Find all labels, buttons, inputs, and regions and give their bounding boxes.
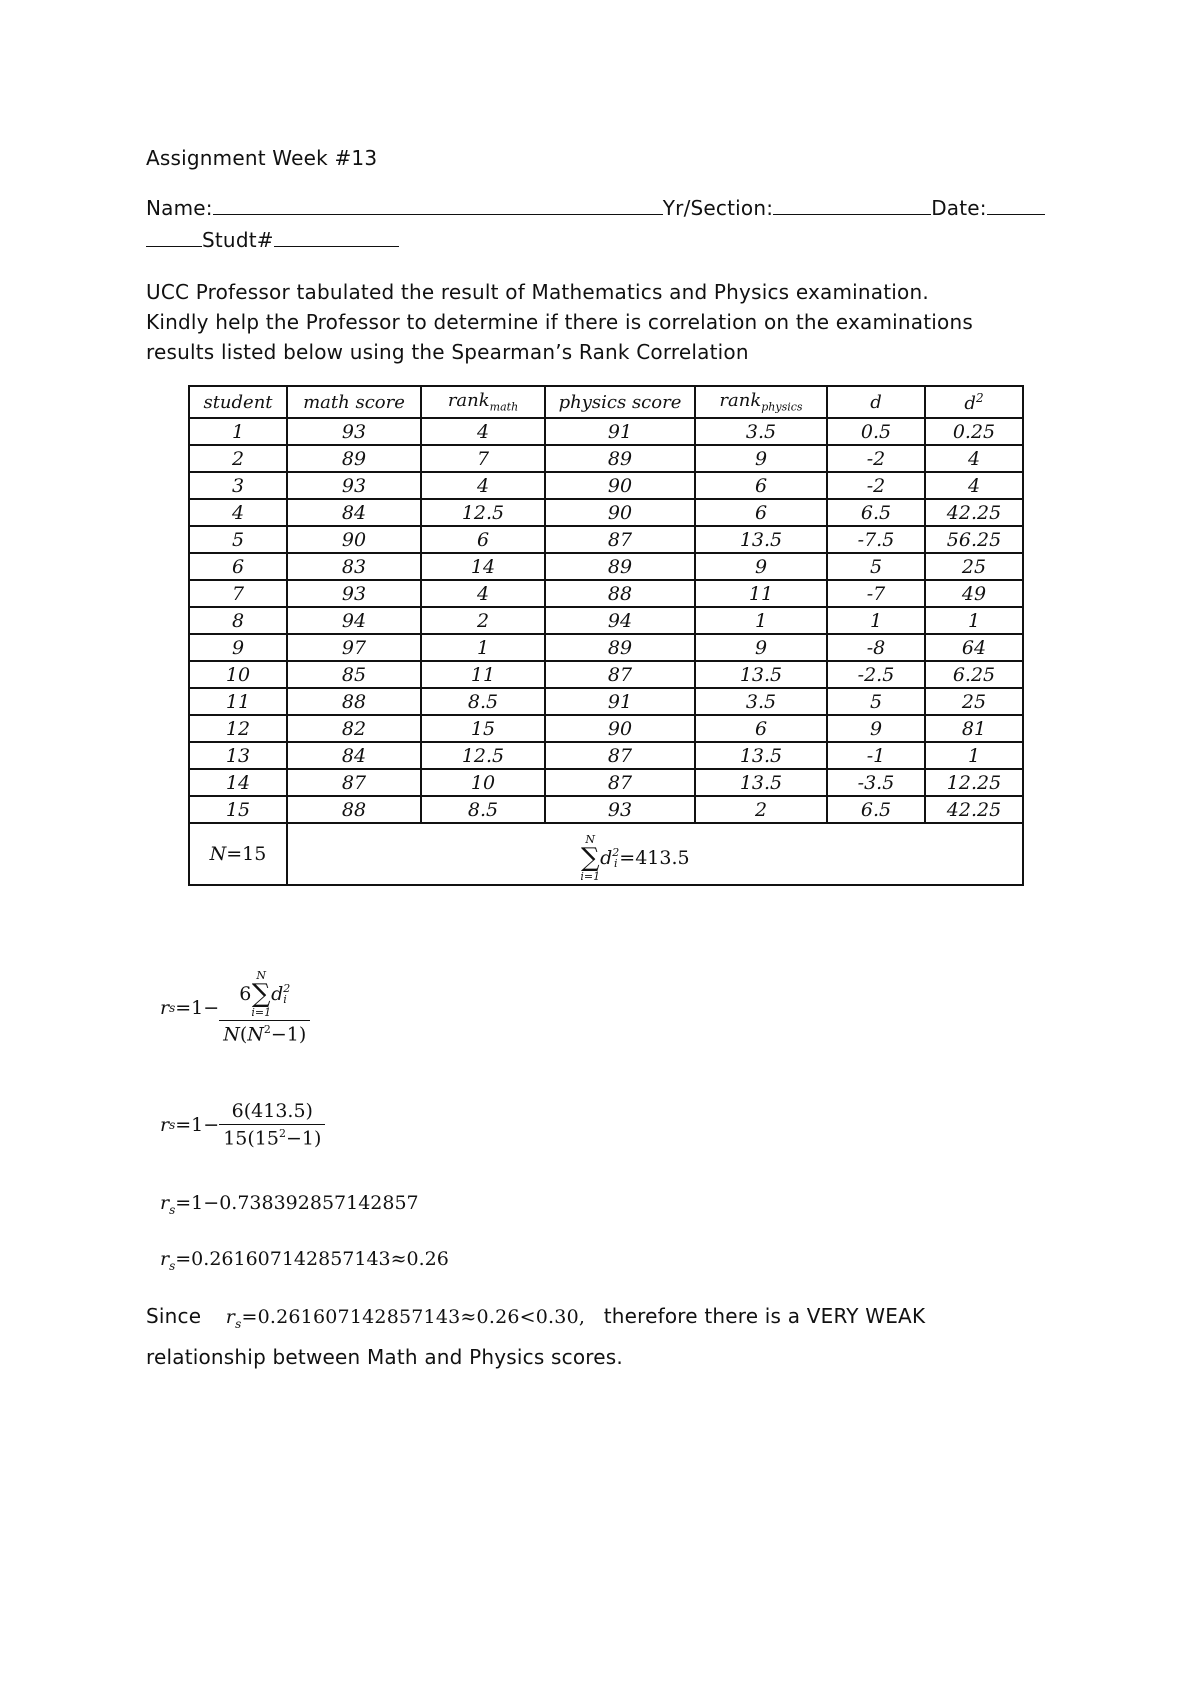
square-superscript: 2 xyxy=(975,390,984,405)
cell-student: 4 xyxy=(189,499,287,526)
intro-line-1: UCC Professor tabulated the result of Mathematics and Physics examination. xyxy=(146,280,929,304)
cell-d: 5 xyxy=(827,553,925,580)
rank-math-subscript: math xyxy=(489,400,519,414)
table-row xyxy=(189,553,1023,580)
cell-d-squared: 42.25 xyxy=(925,499,1023,526)
rs-subscript: s xyxy=(169,1258,176,1273)
cell-d: -2 xyxy=(827,445,925,472)
rs-subscript: s xyxy=(169,1202,176,1217)
cell-d-squared: 0.25 xyxy=(925,418,1023,445)
table-row xyxy=(189,715,1023,742)
cell-d: 6.5 xyxy=(827,499,925,526)
cell-student: 1 xyxy=(189,418,287,445)
student-info-line xyxy=(146,196,1045,220)
cell-rank-physics: 9 xyxy=(695,445,827,472)
cell-math-score: 83 xyxy=(287,553,421,580)
header-d-squared xyxy=(925,386,1023,418)
sum-value: =413.5 xyxy=(619,847,690,869)
table-row xyxy=(189,796,1023,823)
conclusion xyxy=(146,1300,1146,1374)
sum-expression xyxy=(580,834,729,882)
d-letter: d xyxy=(964,392,976,414)
coefficient-six: 6 xyxy=(239,983,252,1005)
table-row xyxy=(189,472,1023,499)
sum-lower-limit: i=1 xyxy=(580,870,601,883)
name-blank[interactable] xyxy=(213,196,663,215)
formula-fraction xyxy=(219,970,310,1045)
cell-rank-physics: 13.5 xyxy=(695,769,827,796)
sum-d-squared-cell xyxy=(287,823,1023,885)
date-blank-continued[interactable] xyxy=(146,228,202,247)
cell-math-score: 93 xyxy=(287,418,421,445)
cell-rank-math: 8.5 xyxy=(421,796,545,823)
date-blank[interactable] xyxy=(987,196,1045,215)
student-number-label: Studt# xyxy=(202,228,274,252)
header-rank-physics xyxy=(695,386,827,418)
cell-rank-physics: 13.5 xyxy=(695,661,827,688)
cell-d-squared: 4 xyxy=(925,445,1023,472)
n-symbol: N xyxy=(209,843,227,865)
rank-word: rank xyxy=(447,390,490,412)
problem-statement xyxy=(146,277,1086,367)
cell-math-score: 93 xyxy=(287,580,421,607)
student-info-line-2 xyxy=(146,228,399,252)
rank-physics-subscript: physics xyxy=(761,400,803,414)
cell-rank-math: 12.5 xyxy=(421,499,545,526)
cell-rank-physics: 6 xyxy=(695,499,827,526)
cell-d: 9 xyxy=(827,715,925,742)
cell-student: 8 xyxy=(189,607,287,634)
cell-d: -3.5 xyxy=(827,769,925,796)
cell-physics-score: 89 xyxy=(545,445,695,472)
summation xyxy=(580,834,600,882)
cell-student: 5 xyxy=(189,526,287,553)
table-header-row xyxy=(189,386,1023,418)
conclusion-text-1: therefore there is a VERY WEAK xyxy=(603,1304,926,1328)
cell-physics-score: 87 xyxy=(545,742,695,769)
cell-d: 0.5 xyxy=(827,418,925,445)
d-subscript: i xyxy=(614,857,618,870)
cell-d-squared: 4 xyxy=(925,472,1023,499)
rank-word: rank xyxy=(719,390,762,412)
den-part-b: −1) xyxy=(285,1127,322,1150)
table-row xyxy=(189,742,1023,769)
table-row xyxy=(189,526,1023,553)
n-total-cell xyxy=(189,823,287,885)
step-three-value: =1−0.738392857142857 xyxy=(175,1192,419,1214)
spearman-table xyxy=(188,385,1024,886)
cell-rank-physics: 6 xyxy=(695,715,827,742)
cell-physics-score: 90 xyxy=(545,472,695,499)
cell-rank-math: 15 xyxy=(421,715,545,742)
rs-subscript: s xyxy=(169,1000,176,1015)
cell-physics-score: 90 xyxy=(545,499,695,526)
d-superscript: 2 xyxy=(612,846,620,859)
cell-d: -7.5 xyxy=(827,526,925,553)
d-subscript: i xyxy=(283,993,287,1006)
cell-d: -2 xyxy=(827,472,925,499)
substituted-fraction xyxy=(219,1100,325,1149)
cell-rank-physics: 9 xyxy=(695,553,827,580)
header-student: student xyxy=(189,386,287,418)
table-body xyxy=(189,386,1023,885)
cell-student: 3 xyxy=(189,472,287,499)
cell-rank-physics: 3.5 xyxy=(695,418,827,445)
cell-physics-score: 91 xyxy=(545,688,695,715)
rs-symbol: r xyxy=(225,1306,236,1328)
cell-d: -1 xyxy=(827,742,925,769)
n-symbol-2: N xyxy=(247,1023,264,1046)
cell-rank-physics: 3.5 xyxy=(695,688,827,715)
cell-d-squared: 1 xyxy=(925,607,1023,634)
cell-math-score: 88 xyxy=(287,796,421,823)
cell-d-squared: 81 xyxy=(925,715,1023,742)
cell-rank-physics: 13.5 xyxy=(695,742,827,769)
conclusion-line-2: relationship between Math and Physics scores. xyxy=(146,1344,623,1369)
cell-math-score: 93 xyxy=(287,472,421,499)
cell-student: 13 xyxy=(189,742,287,769)
cell-math-score: 94 xyxy=(287,607,421,634)
table-row xyxy=(189,688,1023,715)
step-three xyxy=(160,1192,419,1217)
rs-symbol: r xyxy=(160,1192,170,1214)
cell-rank-math: 2 xyxy=(421,607,545,634)
cell-d: 6.5 xyxy=(827,796,925,823)
cell-student: 7 xyxy=(189,580,287,607)
cell-rank-physics: 1 xyxy=(695,607,827,634)
den-superscript: 2 xyxy=(278,1127,286,1140)
cell-student: 11 xyxy=(189,688,287,715)
cell-rank-math: 11 xyxy=(421,661,545,688)
conclusion-value: =0.261607142857143≈0.26<0.30, xyxy=(241,1306,586,1328)
cell-physics-score: 90 xyxy=(545,715,695,742)
rs-symbol: r xyxy=(160,1248,170,1270)
cell-d: 1 xyxy=(827,607,925,634)
table-row xyxy=(189,661,1023,688)
cell-physics-score: 87 xyxy=(545,526,695,553)
cell-student: 10 xyxy=(189,661,287,688)
cell-d-squared: 6.25 xyxy=(925,661,1023,688)
header-math-score: math score xyxy=(287,386,421,418)
cell-rank-math: 7 xyxy=(421,445,545,472)
section-blank[interactable] xyxy=(773,196,931,215)
d-superscript: 2 xyxy=(283,982,291,995)
cell-d-squared: 64 xyxy=(925,634,1023,661)
student-number-blank[interactable] xyxy=(274,228,399,247)
table-row xyxy=(189,607,1023,634)
cell-rank-math: 10 xyxy=(421,769,545,796)
equals-one-minus: =1− xyxy=(175,1113,220,1136)
cell-physics-score: 93 xyxy=(545,796,695,823)
rs-subscript: s xyxy=(169,1117,176,1132)
cell-d-squared: 1 xyxy=(925,742,1023,769)
d-symbol: d xyxy=(600,847,613,869)
cell-d-squared: 25 xyxy=(925,688,1023,715)
den-part-a: 15(15 xyxy=(223,1127,279,1150)
header-rank-math xyxy=(421,386,545,418)
cell-d-squared: 42.25 xyxy=(925,796,1023,823)
intro-line-2: Kindly help the Professor to determine if there is correlation on the examinations xyxy=(146,310,973,334)
cell-math-score: 84 xyxy=(287,499,421,526)
n-value: =15 xyxy=(226,843,267,865)
conclusion-formula xyxy=(225,1306,586,1331)
cell-d: -7 xyxy=(827,580,925,607)
equals-one-minus: =1− xyxy=(175,996,220,1019)
rs-symbol: r xyxy=(160,1113,170,1136)
table-row xyxy=(189,499,1023,526)
document-title: Assignment Week #13 xyxy=(146,146,378,170)
step-four-value: =0.261607142857143≈0.26 xyxy=(175,1248,449,1270)
cell-student: 15 xyxy=(189,796,287,823)
cell-math-score: 89 xyxy=(287,445,421,472)
substituted-denominator xyxy=(219,1124,325,1149)
table-row xyxy=(189,580,1023,607)
cell-student: 2 xyxy=(189,445,287,472)
table-row xyxy=(189,634,1023,661)
cell-rank-math: 6 xyxy=(421,526,545,553)
cell-physics-score: 89 xyxy=(545,553,695,580)
cell-physics-score: 91 xyxy=(545,418,695,445)
cell-d-squared: 12.25 xyxy=(925,769,1023,796)
header-d: d xyxy=(827,386,925,418)
cell-math-score: 90 xyxy=(287,526,421,553)
rs-symbol: r xyxy=(160,996,170,1019)
cell-d-squared: 56.25 xyxy=(925,526,1023,553)
cell-rank-math: 8.5 xyxy=(421,688,545,715)
n-symbol: N xyxy=(223,1023,240,1046)
cell-rank-math: 12.5 xyxy=(421,742,545,769)
cell-rank-physics: 13.5 xyxy=(695,526,827,553)
cell-rank-physics: 2 xyxy=(695,796,827,823)
cell-rank-physics: 9 xyxy=(695,634,827,661)
d-symbol: d xyxy=(271,983,284,1005)
cell-physics-score: 87 xyxy=(545,661,695,688)
spearman-formula xyxy=(160,970,310,1045)
cell-rank-math: 4 xyxy=(421,580,545,607)
conclusion-line-1 xyxy=(146,1300,1146,1341)
cell-physics-score: 88 xyxy=(545,580,695,607)
cell-rank-math: 4 xyxy=(421,418,545,445)
cell-d-squared: 25 xyxy=(925,553,1023,580)
cell-student: 6 xyxy=(189,553,287,580)
cell-physics-score: 87 xyxy=(545,769,695,796)
cell-math-score: 84 xyxy=(287,742,421,769)
cell-rank-math: 14 xyxy=(421,553,545,580)
cell-physics-score: 94 xyxy=(545,607,695,634)
sum-lower-limit: i=1 xyxy=(251,1006,272,1019)
sum-upper-limit: N xyxy=(585,833,596,846)
section-label: Yr/Section: xyxy=(662,196,774,220)
table-row xyxy=(189,418,1023,445)
cell-math-score: 82 xyxy=(287,715,421,742)
formula-denominator xyxy=(219,1020,310,1045)
cell-rank-physics: 11 xyxy=(695,580,827,607)
paren-open: ( xyxy=(239,1023,248,1046)
cell-math-score: 97 xyxy=(287,634,421,661)
minus-one: −1) xyxy=(270,1023,307,1046)
header-physics-score: physics score xyxy=(545,386,695,418)
table-row xyxy=(189,769,1023,796)
cell-math-score: 87 xyxy=(287,769,421,796)
cell-rank-math: 1 xyxy=(421,634,545,661)
summation xyxy=(251,970,271,1018)
cell-rank-math: 4 xyxy=(421,472,545,499)
step-four xyxy=(160,1248,449,1273)
cell-d-squared: 49 xyxy=(925,580,1023,607)
n-superscript: 2 xyxy=(263,1023,271,1036)
cell-rank-physics: 6 xyxy=(695,472,827,499)
rs-subscript: s xyxy=(235,1316,242,1331)
cell-physics-score: 89 xyxy=(545,634,695,661)
formula-numerator xyxy=(235,970,294,1020)
substituted-numerator: 6(413.5) xyxy=(231,1100,313,1122)
sigma-symbol: ∑ xyxy=(580,843,600,873)
sigma-symbol: ∑ xyxy=(251,979,271,1009)
cell-d: -8 xyxy=(827,634,925,661)
cell-d: 5 xyxy=(827,688,925,715)
substituted-formula xyxy=(160,1100,325,1149)
since-word: Since xyxy=(146,1304,202,1328)
date-label: Date: xyxy=(931,196,987,220)
name-label: Name: xyxy=(146,196,213,220)
cell-d: -2.5 xyxy=(827,661,925,688)
cell-student: 12 xyxy=(189,715,287,742)
cell-student: 14 xyxy=(189,769,287,796)
intro-line-3: results listed below using the Spearman’s Rank Correlation xyxy=(146,340,749,364)
table-row xyxy=(189,445,1023,472)
cell-math-score: 88 xyxy=(287,688,421,715)
cell-student: 9 xyxy=(189,634,287,661)
sum-upper-limit: N xyxy=(256,969,267,982)
cell-math-score: 85 xyxy=(287,661,421,688)
table-footer-row xyxy=(189,823,1023,885)
